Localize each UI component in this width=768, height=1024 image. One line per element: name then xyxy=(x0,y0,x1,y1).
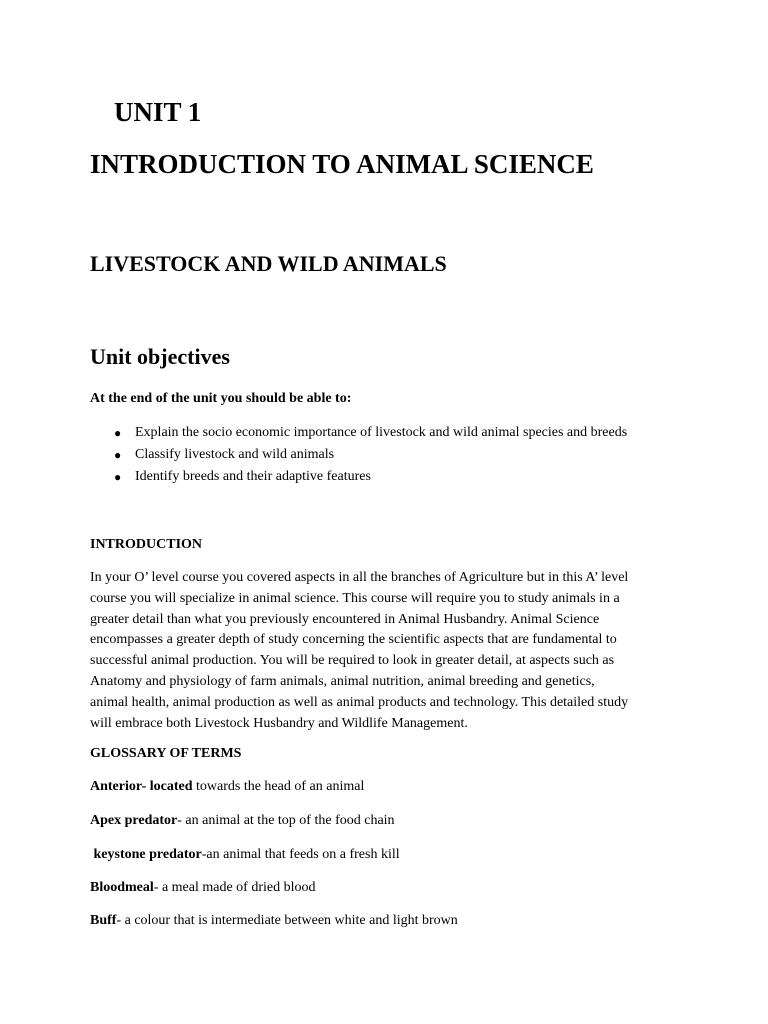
glossary-entry xyxy=(90,812,395,830)
glossary-definition: - a colour that is intermediate between white and light brown xyxy=(116,913,458,928)
bullet-icon: ● xyxy=(114,448,122,462)
objectives-list xyxy=(90,424,627,490)
glossary-term: Buff xyxy=(90,913,117,928)
paragraph-line: In your O’ level course you covered aspects in all the branches of Agriculture but in this A’ level xyxy=(90,570,629,585)
introduction-heading: INTRODUCTION xyxy=(90,537,203,552)
bullet-icon: ● xyxy=(114,426,122,440)
objectives-lead: At the end of the unit you should be able to: xyxy=(90,391,352,406)
paragraph-line: encompasses a greater depth of study concerning the scientific aspects that are fundamental to xyxy=(90,632,617,648)
glossary-term: Apex predator xyxy=(90,813,178,828)
glossary-entry xyxy=(90,879,316,897)
paragraph-line: animal health, animal production as well as animal products and technology. This detailed study xyxy=(90,694,629,710)
glossary-entry xyxy=(90,778,364,796)
glossary-term: Bloodmeal xyxy=(90,880,154,895)
unit-title: INTRODUCTION TO ANIMAL SCIENCE xyxy=(90,149,594,179)
paragraph-line: Anatomy and physiology of farm animals, animal nutrition, animal breeding and genetics, xyxy=(90,673,595,689)
objective-item xyxy=(90,468,627,490)
glossary-definition: -an animal that feeds on a fresh kill xyxy=(201,847,400,862)
glossary-definition: - a meal made of dried blood xyxy=(153,880,316,895)
unit-number: UNIT 1 xyxy=(114,97,202,127)
paragraph-line: will embrace both Livestock Husbandry and Wildlife Management. xyxy=(90,715,468,731)
paragraph-line: course you will specialize in animal science. This course will require you to study animals in a xyxy=(90,590,620,606)
objective-text: Explain the socio economic importance of livestock and wild animal species and breeds xyxy=(135,425,628,440)
glossary-term: Anterior- located xyxy=(90,779,193,794)
objectives-heading: Unit objectives xyxy=(90,344,230,369)
glossary-entry xyxy=(90,912,458,930)
bullet-icon: ● xyxy=(114,470,122,484)
introduction-paragraph xyxy=(90,568,690,734)
paragraph-line: greater detail than what you previously encountered in Animal Husbandry. Animal Science xyxy=(90,611,600,627)
glossary-entry xyxy=(90,846,400,864)
glossary-heading: GLOSSARY OF TERMS xyxy=(90,746,242,761)
glossary-definition: - an animal at the top of the food chain xyxy=(177,813,395,828)
objective-text: Classify livestock and wild animals xyxy=(135,447,335,462)
section-title: LIVESTOCK AND WILD ANIMALS xyxy=(90,251,447,276)
paragraph-line: successful animal production. You will be required to look in greater detail, at aspects such as xyxy=(90,653,615,669)
objective-text: Identify breeds and their adaptive features xyxy=(135,469,371,484)
glossary-term: keystone predator xyxy=(90,847,202,862)
glossary-definition: towards the head of an animal xyxy=(192,779,365,794)
objective-item xyxy=(90,424,627,446)
objective-item xyxy=(90,446,627,468)
